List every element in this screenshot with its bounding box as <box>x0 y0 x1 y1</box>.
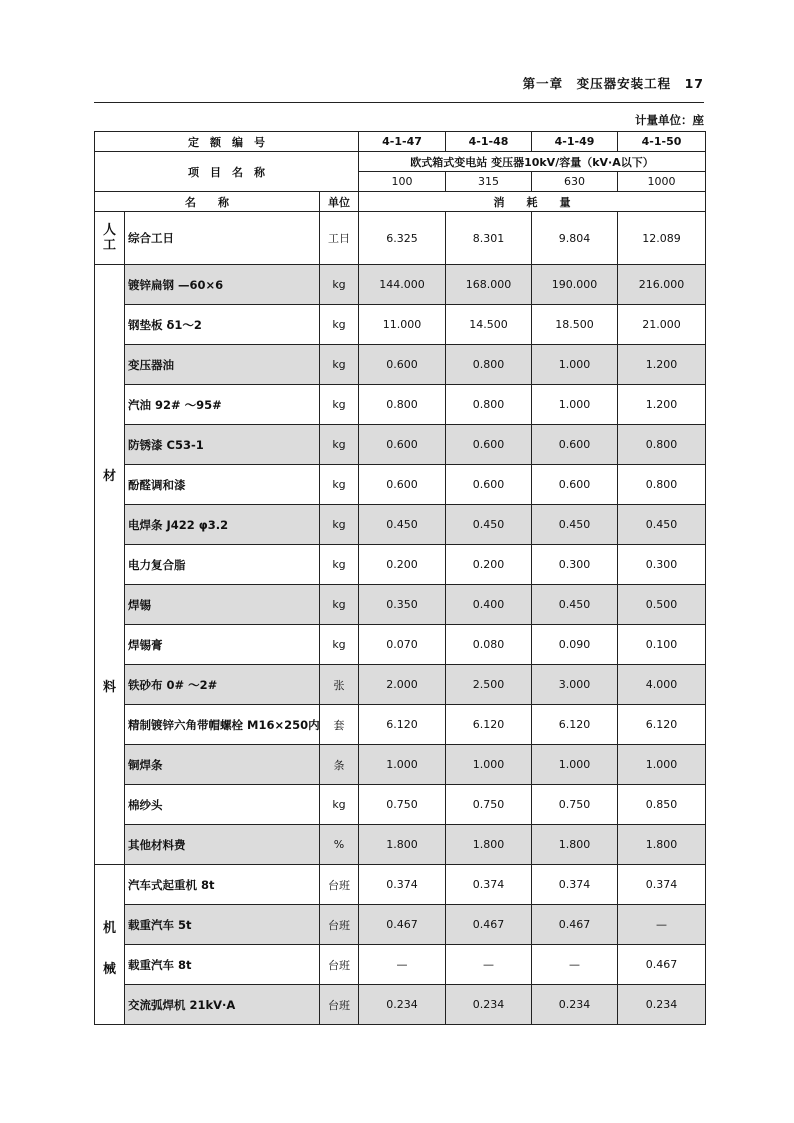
item-unit: 台班 <box>320 905 359 945</box>
consumption-value: 0.300 <box>532 545 618 585</box>
consumption-value: 0.450 <box>359 505 446 545</box>
consumption-value: 0.374 <box>446 865 532 905</box>
consumption-value: 0.374 <box>359 865 446 905</box>
quota-code: 4-1-47 <box>359 132 446 152</box>
item-name: 防锈漆 C53-1 <box>125 425 320 465</box>
item-name: 酚醛调和漆 <box>125 465 320 505</box>
consumption-value: 0.800 <box>359 385 446 425</box>
item-unit: kg <box>320 305 359 345</box>
table-row <box>95 785 706 825</box>
consumption-value: 1.000 <box>532 745 618 785</box>
consumption-value: 21.000 <box>618 305 706 345</box>
consumption-value: 0.234 <box>446 985 532 1025</box>
consumption-value: 11.000 <box>359 305 446 345</box>
consumption-value: 1.800 <box>618 825 706 865</box>
consumption-value: 6.120 <box>446 705 532 745</box>
consumption-value: — <box>446 945 532 985</box>
consumption-value: 0.600 <box>532 425 618 465</box>
item-name: 载重汽车 8t <box>125 945 320 985</box>
table-row <box>95 345 706 385</box>
consumption-value: 1.000 <box>446 745 532 785</box>
table-row <box>95 265 706 305</box>
item-unit: 台班 <box>320 985 359 1025</box>
consumption-value: 8.301 <box>446 212 532 265</box>
item-unit: 张 <box>320 665 359 705</box>
item-name: 棉纱头 <box>125 785 320 825</box>
consumption-value: 1.800 <box>532 825 618 865</box>
col-unit-header: 单位 <box>320 192 359 212</box>
category-label: 材 <box>102 469 116 484</box>
table-row <box>95 425 706 465</box>
consumption-value: 6.120 <box>618 705 706 745</box>
item-unit: kg <box>320 265 359 305</box>
table-row <box>95 625 706 665</box>
consumption-value: 3.000 <box>532 665 618 705</box>
capacity-value: 630 <box>532 172 618 192</box>
item-unit: kg <box>320 625 359 665</box>
consumption-value: 0.070 <box>359 625 446 665</box>
table-row <box>95 505 706 545</box>
consumption-value: 0.090 <box>532 625 618 665</box>
consumption-value: 0.300 <box>618 545 706 585</box>
consumption-value: 0.600 <box>446 465 532 505</box>
consumption-value: — <box>618 905 706 945</box>
item-name: 精制镀锌六角带帽螺栓 M16×250内 <box>125 705 320 745</box>
item-unit: kg <box>320 585 359 625</box>
item-unit: kg <box>320 785 359 825</box>
consumption-value: 0.467 <box>532 905 618 945</box>
consumption-value: 1.200 <box>618 345 706 385</box>
consumption-value: 0.467 <box>446 905 532 945</box>
item-name: 其他材料费 <box>125 825 320 865</box>
category-label: 械 <box>102 962 116 977</box>
consumption-value: 0.450 <box>618 505 706 545</box>
item-name: 汽车式起重机 8t <box>125 865 320 905</box>
consumption-value: 2.000 <box>359 665 446 705</box>
consumption-value: 0.350 <box>359 585 446 625</box>
consumption-value: 0.374 <box>532 865 618 905</box>
consumption-value: 0.850 <box>618 785 706 825</box>
consumption-value: 0.080 <box>446 625 532 665</box>
consumption-value: 216.000 <box>618 265 706 305</box>
table-row <box>95 945 706 985</box>
consumption-value: 14.500 <box>446 305 532 345</box>
consumption-value: 0.450 <box>532 585 618 625</box>
item-name: 焊锡 <box>125 585 320 625</box>
item-unit: kg <box>320 545 359 585</box>
consumption-value: 0.200 <box>359 545 446 585</box>
table-row <box>95 985 706 1025</box>
capacity-value: 100 <box>359 172 446 192</box>
consumption-value: 0.234 <box>359 985 446 1025</box>
consumption-value: 2.500 <box>446 665 532 705</box>
item-name: 载重汽车 5t <box>125 905 320 945</box>
table-row <box>95 745 706 785</box>
consumption-value: 4.000 <box>618 665 706 705</box>
consumption-value: 1.800 <box>359 825 446 865</box>
consumption-value: 0.100 <box>618 625 706 665</box>
category-label: 料 <box>102 680 116 695</box>
table-row <box>95 212 706 265</box>
consumption-value: 1.200 <box>618 385 706 425</box>
consumption-value: 1.000 <box>359 745 446 785</box>
item-unit: kg <box>320 465 359 505</box>
item-unit: % <box>320 825 359 865</box>
item-unit: kg <box>320 505 359 545</box>
item-unit: 套 <box>320 705 359 745</box>
category-machine <box>95 865 125 1025</box>
table-row <box>95 865 706 905</box>
col-consume-header: 消 耗 量 <box>359 192 706 212</box>
consumption-value: 0.600 <box>359 345 446 385</box>
consumption-value: 0.800 <box>618 465 706 505</box>
item-name: 铜焊条 <box>125 745 320 785</box>
table-row <box>95 465 706 505</box>
consumption-value: — <box>359 945 446 985</box>
item-name: 变压器油 <box>125 345 320 385</box>
consumption-value: 18.500 <box>532 305 618 345</box>
item-unit: kg <box>320 425 359 465</box>
consumption-value: 0.374 <box>618 865 706 905</box>
consumption-value: 0.750 <box>446 785 532 825</box>
consumption-value: 144.000 <box>359 265 446 305</box>
table-row <box>95 545 706 585</box>
table-row <box>95 825 706 865</box>
table-row <box>95 905 706 945</box>
category-label: 人工 <box>102 223 116 253</box>
page-header <box>94 72 704 103</box>
consumption-value: — <box>532 945 618 985</box>
consumption-value: 190.000 <box>532 265 618 305</box>
table-row <box>95 665 706 705</box>
consumption-value: 0.800 <box>446 385 532 425</box>
consumption-value: 0.467 <box>359 905 446 945</box>
consumption-value: 6.120 <box>359 705 446 745</box>
consumption-value: 0.234 <box>618 985 706 1025</box>
consumption-value: 0.600 <box>446 425 532 465</box>
quota-code: 4-1-50 <box>618 132 706 152</box>
table-row <box>95 705 706 745</box>
item-name: 钢垫板 δ1～2 <box>125 305 320 345</box>
category-labor <box>95 212 125 265</box>
item-unit: kg <box>320 385 359 425</box>
consumption-value: 0.467 <box>618 945 706 985</box>
consumption-value: 0.500 <box>618 585 706 625</box>
item-label: 项 目 名 称 <box>95 152 359 192</box>
item-name: 汽油 92# ～95# <box>125 385 320 425</box>
quota-code: 4-1-49 <box>532 132 618 152</box>
category-label: 机 <box>102 921 116 936</box>
item-unit: 工日 <box>320 212 359 265</box>
quota-table <box>94 131 706 1025</box>
item-name: 铁砂布 0# ～2# <box>125 665 320 705</box>
consumption-value: 0.750 <box>359 785 446 825</box>
consumption-value: 0.750 <box>532 785 618 825</box>
consumption-value: 0.800 <box>446 345 532 385</box>
capacity-value: 1000 <box>618 172 706 192</box>
item-name: 综合工日 <box>125 212 320 265</box>
quota-code-row <box>95 132 706 152</box>
item-unit: kg <box>320 345 359 385</box>
item-name-row <box>95 152 706 172</box>
consumption-value: 168.000 <box>446 265 532 305</box>
item-unit: 条 <box>320 745 359 785</box>
chapter-title: 第一章 变压器安装工程 17 <box>522 76 704 91</box>
consumption-value: 1.800 <box>446 825 532 865</box>
consumption-value: 6.120 <box>532 705 618 745</box>
consumption-value: 0.600 <box>359 465 446 505</box>
item-name: 电焊条 J422 φ3.2 <box>125 505 320 545</box>
item-name: 镀锌扁钢 —60×6 <box>125 265 320 305</box>
consumption-value: 9.804 <box>532 212 618 265</box>
consumption-value: 0.600 <box>532 465 618 505</box>
group-title: 欧式箱式变电站 变压器10kV/容量（kV·A以下） <box>359 152 706 172</box>
item-name: 电力复合脂 <box>125 545 320 585</box>
consumption-value: 1.000 <box>618 745 706 785</box>
consumption-value: 0.400 <box>446 585 532 625</box>
consumption-value: 0.200 <box>446 545 532 585</box>
column-header-row <box>95 192 706 212</box>
consumption-value: 0.450 <box>532 505 618 545</box>
table-row <box>95 585 706 625</box>
item-name: 交流弧焊机 21kV·A <box>125 985 320 1025</box>
category-material <box>95 265 125 865</box>
quota-label: 定 额 编 号 <box>95 132 359 152</box>
capacity-value: 315 <box>446 172 532 192</box>
col-name-header: 名 称 <box>95 192 320 212</box>
unit-note: 计量单位：座 <box>635 113 704 127</box>
item-unit: 台班 <box>320 945 359 985</box>
consumption-value: 0.600 <box>359 425 446 465</box>
table-row <box>95 305 706 345</box>
consumption-value: 0.450 <box>446 505 532 545</box>
table-row <box>95 385 706 425</box>
quota-code: 4-1-48 <box>446 132 532 152</box>
consumption-value: 1.000 <box>532 345 618 385</box>
consumption-value: 0.234 <box>532 985 618 1025</box>
item-unit: 台班 <box>320 865 359 905</box>
consumption-value: 1.000 <box>532 385 618 425</box>
consumption-value: 0.800 <box>618 425 706 465</box>
consumption-value: 6.325 <box>359 212 446 265</box>
item-name: 焊锡膏 <box>125 625 320 665</box>
consumption-value: 12.089 <box>618 212 706 265</box>
